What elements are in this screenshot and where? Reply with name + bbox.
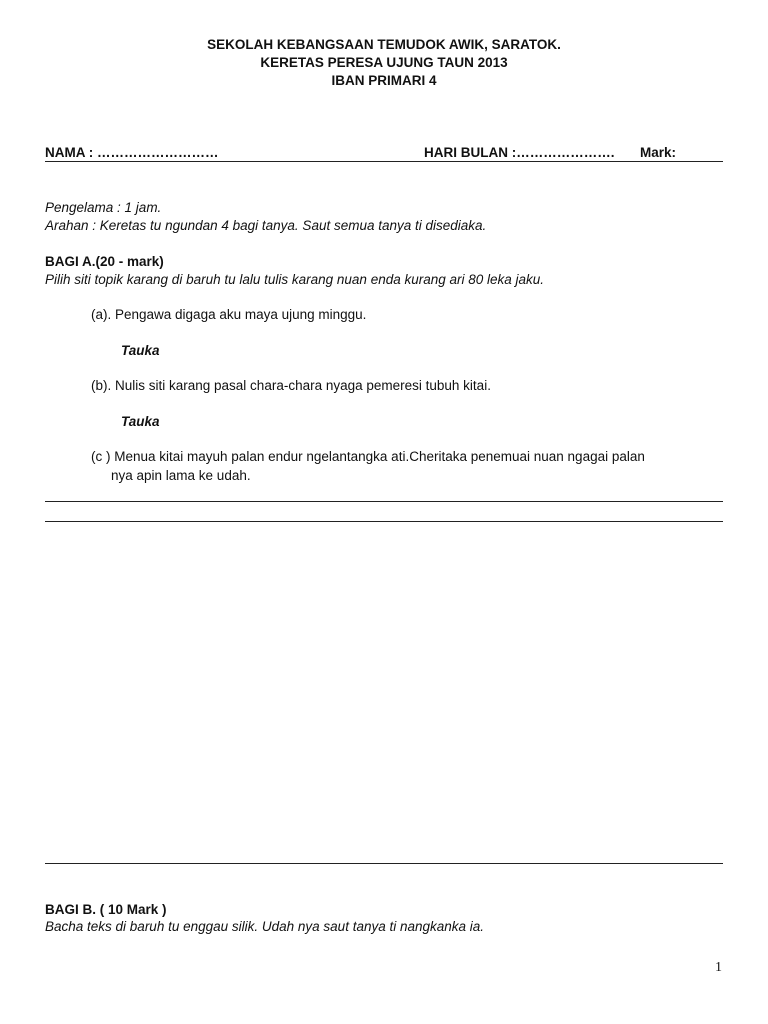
section-b-title: BAGI B. ( 10 Mark ) [45, 902, 167, 917]
exam-title: KERETAS PERESA UJUNG TAUN 2013 [260, 55, 508, 70]
writing-line-3 [45, 863, 723, 864]
section-b-instruction: Bacha teks di baruh tu enggau silik. Udah nya saut tanya ti nangkanka ia. [45, 919, 485, 934]
section-a-instruction: Pilih siti topik karang di baruh tu lalu tulis karang nuan enda kurang ari 80 leka jaku. [45, 272, 545, 287]
option-a: (a). Pengawa digaga aku maya ujung minggu. [91, 307, 367, 322]
school-title: SEKOLAH KEBANGSAAN TEMUDOK AWIK, SARATOK. [207, 37, 561, 52]
directions-text: Arahan : Keretas tu ngundan 4 bagi tanya. Saut semua tanya ti disediaka. [45, 218, 487, 233]
duration-text: Pengelama : 1 jam. [45, 200, 162, 215]
separator-or-2: Tauka [121, 414, 160, 429]
mark-label: Mark: [640, 145, 677, 160]
writing-line-2 [45, 521, 723, 522]
option-c: (c ) Menua kitai mayuh palan endur ngelantangka ati.Cheritaka penemuai nuan ngagai palan [91, 449, 645, 464]
section-a-title: BAGI A.(20 - mark) [45, 254, 164, 269]
option-b: (b). Nulis siti karang pasal chara-chara nyaga pemeresi tubuh kitai. [91, 378, 491, 393]
date-label: HARI BULAN :…………………. [424, 145, 615, 160]
name-label: NAMA : ……………………… [45, 145, 219, 160]
writing-line-1 [45, 501, 723, 502]
separator-or-1: Tauka [121, 343, 160, 358]
subject-title: IBAN PRIMARI 4 [331, 73, 437, 88]
option-c-continued: nya apin lama ke udah. [111, 468, 251, 483]
info-underline [45, 161, 723, 162]
page-number: 1 [715, 960, 722, 975]
